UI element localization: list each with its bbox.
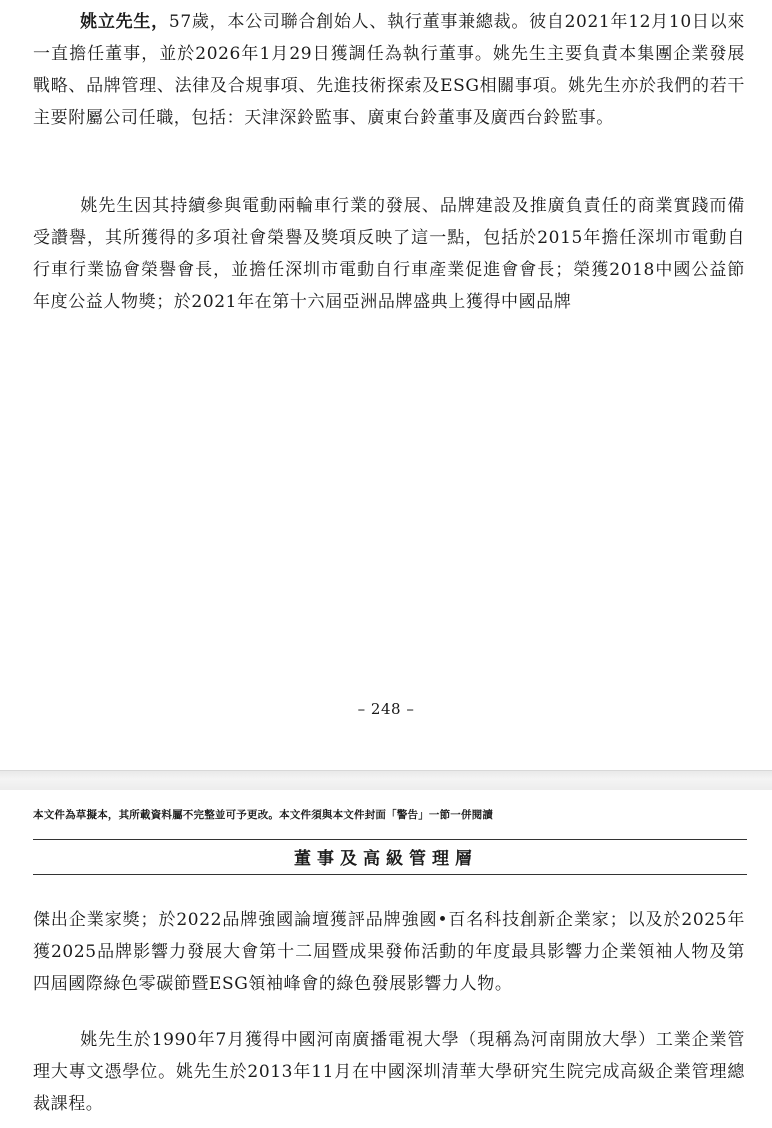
document-page-249	[0, 790, 772, 1128]
page-separator	[0, 770, 772, 792]
header-rule-bottom	[33, 874, 747, 875]
honors-continued-paragraph	[33, 904, 745, 1000]
honors-continued-text: 傑出企業家獎；於2022品牌強國論壇獲評品牌強國•百名科技創新企業家；以及於2025年獲2025品牌影響力發展大會第十二屆暨成果發佈活動的年度最具影響力企業領袖人物及第四屆國際綠色零碳節暨ESG領袖峰會的綠色發展影響力人物。	[33, 910, 745, 994]
page-number: – 248 –	[357, 700, 415, 718]
draft-warning-header: 本文件為草擬本，其所載資料屬不完整並可予更改。本文件須與本文件封面「警告」一節一併閱讀	[33, 809, 494, 821]
section-title: 董事及高級管理層	[294, 849, 478, 869]
honors-paragraph	[33, 190, 745, 318]
director-name: 姚立先生，	[80, 12, 169, 32]
honors-paragraph-text: 姚先生因其持續參與電動兩輪車行業的發展、品牌建設及推廣負責任的商業實踐而備受讚譽，其所獲得的多項社會榮譽及獎項反映了這一點，包括於2015年擔任深圳市電動自行車行業協會榮譽會長，並擔任深圳市電動自行車產業促進會會長；榮獲2018中國公益節年度公益人物獎；於2021年在第十六屆亞洲品牌盛典上獲得中國品牌	[33, 196, 745, 312]
education-paragraph-text: 姚先生於1990年7月獲得中國河南廣播電視大學（現稱為河南開放大學）工業企業管理大專文憑學位。姚先生於2013年11月在中國深圳清華大學研究生院完成高級企業管理總裁課程。	[33, 1030, 745, 1114]
bio-paragraph-1	[33, 6, 745, 134]
bio-paragraph-1-text: 57歲，本公司聯合創始人、執行董事兼總裁。彼自2021年12月10日以來一直擔任董事，並於2026年1月29日獲調任為執行董事。姚先生主要負責本集團企業發展戰略、品牌管理、法律及合規事項、先進技術探索及ESG相關事項。姚先生亦於我們的若干主要附屬公司任職，包括：天津深鈴監事、廣東台鈴董事及廣西台鈴監事。	[33, 12, 746, 128]
header-rule-top	[33, 839, 747, 840]
education-paragraph	[33, 1024, 745, 1120]
